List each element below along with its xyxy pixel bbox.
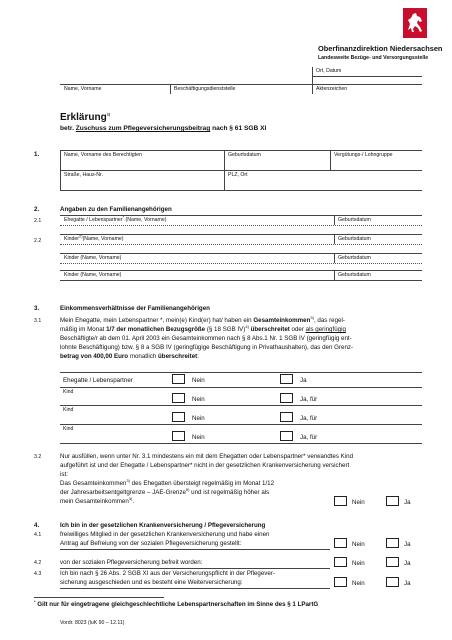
s4-2-nein-label: Nein (352, 560, 365, 567)
s2-1-number: 2.1 (34, 218, 42, 224)
s3-row-ehegatte-label: Ehegatte / Lebenspartner (63, 377, 133, 384)
s3-1-number: 3.1 (34, 318, 42, 324)
s4-3-line-2: sicherung ausgeschieden und es besteht eine Weiterversicherung: (60, 579, 243, 586)
s4-3-line-1: Ich bin nach § 26 Abs. 2 SGB XI aus der Versicherungspflicht in der Pflegever- (60, 570, 275, 577)
s3-2-line-4: Das Gesamteinkommen$^{3)}$ des Ehegatten übersteigt regelmäßig im Monat 1/12 (60, 477, 275, 487)
s4-1-nein-checkbox[interactable] (334, 538, 347, 548)
s4-3-ja-checkbox[interactable] (386, 577, 399, 587)
geb-2-label: Geburtsdatum (338, 236, 371, 242)
s4-2-ja-label: Ja (404, 560, 411, 567)
s3-2-ja-label: Ja (404, 499, 411, 506)
s3-row-4-ja-label: Ja, für (300, 434, 318, 441)
s3-2-line-3: ist: (60, 471, 68, 478)
s3-2-nein-label: Nein (352, 499, 365, 506)
s3-row-1-nein-label: Nein (192, 377, 205, 384)
s3-row-4-kind-label: Kind (63, 426, 74, 432)
name-label: Name, Vorname (64, 86, 102, 92)
s3-row-3-nein-label: Nein (192, 415, 205, 422)
s1-verg-label: Vergütungs-/ Lohngruppe (334, 152, 393, 158)
s4-2-line: von der sozialen Pflegeversicherung befreit worden: (60, 559, 203, 566)
s3-2-number: 3.2 (34, 454, 42, 460)
niedersachsen-horse-logo (403, 8, 427, 38)
s3-2-line-1: Nur ausfüllen, wenn unter Nr. 3.1 mindestens ein mit dem Ehegatten oder Lebenspartner* verwandtes Kind (60, 453, 354, 460)
ort-datum-label: Ort, Datum (316, 68, 342, 74)
s3-para-line-3: Beschäftigte/r ab dem 01. April 2003 ein Gesamteinkommen nach § 8 Abs.1 Nr. 1 SGB IV (geringfügig ent- (60, 335, 352, 342)
s3-row-2-ja-label: Ja, für (300, 396, 318, 403)
s3-row-1-ja-label: Ja (300, 377, 307, 384)
s4-2-nein-checkbox[interactable] (334, 557, 347, 567)
s3-para-line-1: Mein Ehegatte, mein Lebenspartner *, mein(e) Kind(er) hat/ haben ein Gesamteinkommen$^{3)}$, das regel- (60, 314, 345, 324)
s3-row-3-kind-label: Kind (63, 407, 74, 413)
geb-4-label: Geburtsdatum (338, 272, 371, 278)
kinder-label: Kinder$^{2)}$(Name, Vorname) (64, 233, 124, 242)
s3-row-4-nein-checkbox[interactable] (172, 431, 185, 441)
s4-3-nein-checkbox[interactable] (334, 577, 347, 587)
s3-para-line-2: mäßig im Monat 1/7 der monatlichen Bezugsgröße (§ 18 SGB IV)$^{4)}$ überschreitet oder als geringfügig (60, 323, 346, 333)
s4-1-line-1: freiwilliges Mitglied in der gesetzlichen Krankenversicherung und habe einen (60, 531, 270, 538)
s3-row-2-ja-checkbox[interactable] (280, 393, 293, 403)
s4-1-nein-label: Nein (352, 541, 365, 548)
s3-row-4-ja-checkbox[interactable] (280, 431, 293, 441)
s1-strasse-label: Straße, Haus-Nr. (64, 172, 103, 178)
s3-row-2-nein-checkbox[interactable] (172, 393, 185, 403)
s2-2-number: 2.2 (34, 238, 42, 244)
s4-3-number: 4.3 (34, 571, 42, 577)
s3-2-nein-checkbox[interactable] (334, 496, 347, 506)
s1-plz-label: PLZ, Ort (228, 172, 248, 178)
s4-1-line-2: Antrag auf Befreiung von der sozialen Pflegeversicherung gestellt: (60, 540, 242, 547)
s3-2-line-6: mein Gesamteinkommen$^{3)}$. (60, 495, 135, 505)
ehegatte-label: Ehegatte / Lebenspartner* (Name, Vorname) (64, 214, 167, 223)
s3-row-1-nein-checkbox[interactable] (172, 374, 185, 384)
s3-row-3-ja-label: Ja, für (300, 415, 318, 422)
geb-3-label: Geburtsdatum (338, 255, 371, 261)
aktenzeichen-label: Aktenzeichen (316, 86, 348, 92)
s4-2-ja-checkbox[interactable] (386, 557, 399, 567)
section-2-heading: Angaben zu den Familienangehörigen (60, 206, 172, 213)
s3-row-3-nein-checkbox[interactable] (172, 412, 185, 422)
dienststelle-label: Beschäftigungsdienststelle (174, 86, 236, 92)
footnote: * Gilt nur für eingetragene gleichgeschlechtliche Lebenspartnerschaften im Sinne des § 1 LPartG (34, 598, 319, 608)
s3-2-line-5: der Jahresarbeitsentgeltgrenze – JAE-Grenze$^{5)}$ und ist regelmäßig höher als (60, 486, 270, 496)
s3-row-1-ja-checkbox[interactable] (280, 374, 293, 384)
kinder-2-label: Kinder (Name, Vorname) (64, 255, 122, 261)
s4-1-number: 4.1 (34, 532, 42, 538)
title: Erklärung$^{1)}$ (60, 111, 111, 123)
section-3-heading: Einkommensverhältnisse der Familienangehörigen (60, 305, 210, 312)
s4-1-ja-label: Ja (404, 541, 411, 548)
subtitle: betr. Zuschuss zum Pflegeversicherungsbeitrag nach § 61 SGB XI (60, 125, 267, 132)
kinder-3-label: Kinder (Name, Vorname) (64, 272, 122, 278)
section-2-number: 2. (34, 206, 40, 213)
s3-row-2-nein-label: Nein (192, 396, 205, 403)
section-1-number: 1. (34, 151, 40, 158)
s3-2-ja-checkbox[interactable] (386, 496, 399, 506)
s3-row-3-ja-checkbox[interactable] (280, 412, 293, 422)
s4-2-number: 4.2 (34, 560, 42, 566)
form-number: Vordr. 8023 (luK 90 – 12.11) (60, 620, 125, 626)
s1-name-label: Name, Vorname des Berechtigten (64, 152, 142, 158)
s4-1-ja-checkbox[interactable] (386, 538, 399, 548)
section-4-heading: Ich bin in der gesetzlichen Krankenversicherung / Pflegeversicherung (60, 522, 266, 529)
org-name: Oberfinanzdirektion Niedersachsen (318, 44, 443, 53)
s3-2-line-2: aufgeführt ist und der Ehegatte / Lebenspartner* nicht in der gesetzlichen Krankenversicherung versichert (60, 462, 350, 469)
s1-geb-label: Geburtsdatum (228, 152, 261, 158)
s3-para-line-4: lohnte Beschäftigung) bzw. § 8 a SGB IV (geringfügige Beschäftigung in Privathaushalten), das den Grenz- (60, 344, 354, 351)
s3-row-2-kind-label: Kind (63, 389, 74, 395)
s4-3-nein-label: Nein (352, 580, 365, 587)
geb-1-label: Geburtsdatum (338, 217, 371, 223)
s3-row-4-nein-label: Nein (192, 434, 205, 441)
section-4-number: 4. (34, 522, 40, 529)
org-dept: Landesweite Bezüge- und Versorgungsstelle (318, 55, 429, 61)
section-3-number: 3. (34, 305, 40, 312)
s4-3-ja-label: Ja (404, 580, 411, 587)
s3-para-line-5: betrag von 400,00 Euro monatlich überschreitet: (60, 353, 199, 360)
